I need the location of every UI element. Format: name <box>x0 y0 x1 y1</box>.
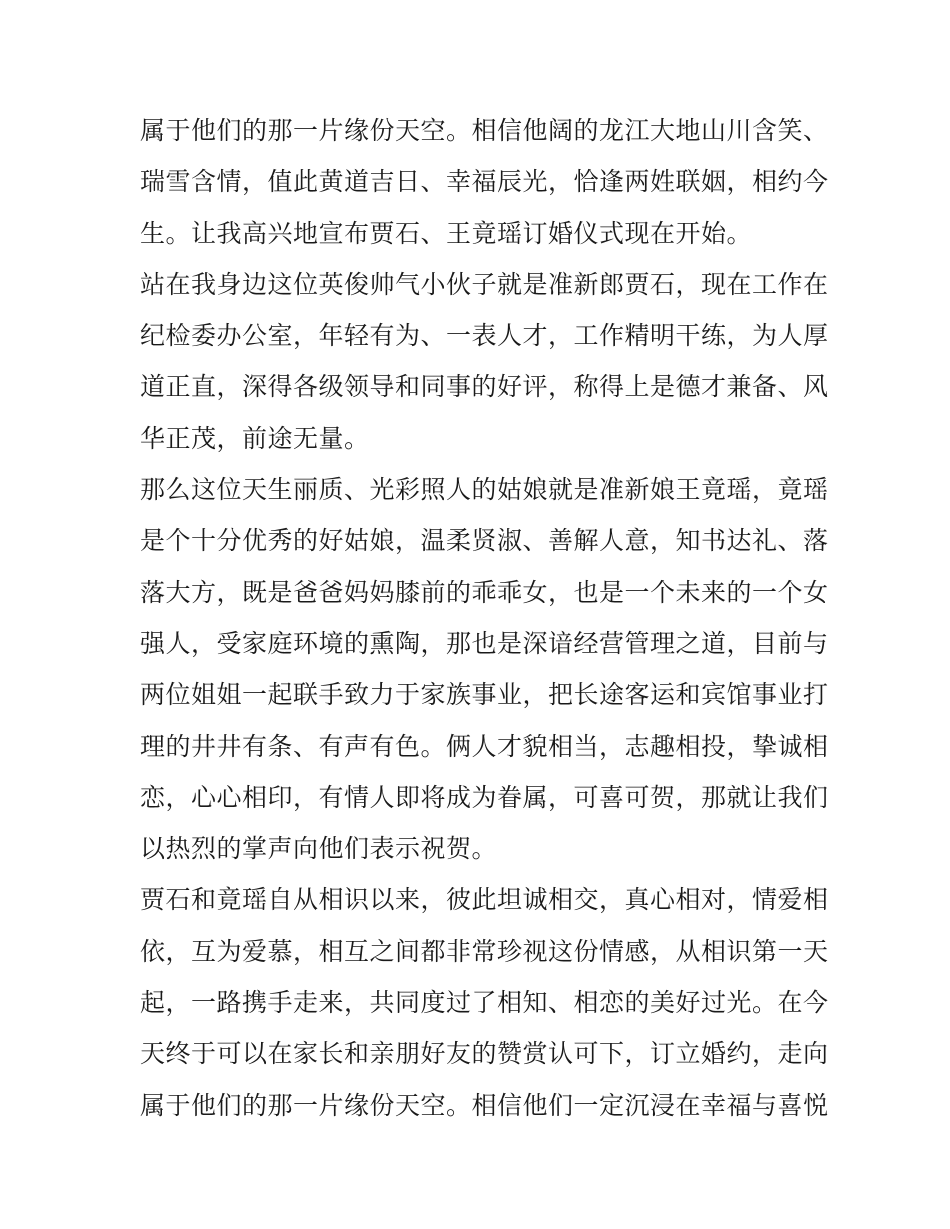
text-line: 华正茂，前途无量。 <box>140 423 370 453</box>
text-line: 落大方，既是爸爸妈妈膝前的乖乖女，也是一个未来的一个女 <box>140 577 829 607</box>
document-body <box>140 105 829 1131</box>
text-line: 理的井井有条、有声有色。俩人才貌相当，志趣相投，挚诚相 <box>140 731 829 761</box>
text-line: 道正直，深得各级领导和同事的好评，称得上是德才兼备、风 <box>140 372 829 402</box>
text-line: 起，一路携手走来，共同度过了相知、相恋的美好过光。在今 <box>140 988 829 1018</box>
paragraph-bride <box>140 464 829 874</box>
text-line: 生。让我高兴地宣布贾石、王竟瑶订婚仪式现在开始。 <box>140 218 753 248</box>
text-line: 以热烈的掌声向他们表示祝贺。 <box>140 834 498 864</box>
text-line: 恋，心心相印，有情人即将成为眷属，可喜可贺，那就让我们 <box>140 782 829 812</box>
paragraph-opening <box>140 105 829 259</box>
text-line: 是个十分优秀的好姑娘，温柔贤淑、善解人意，知书达礼、落 <box>140 526 829 556</box>
paragraph-couple <box>140 874 829 1130</box>
text-line: 贾石和竟瑶自从相识以来，彼此坦诚相交，真心相对，情爱相 <box>140 885 829 915</box>
text-line: 属于他们的那一片缘份天空。相信他阔的龙江大地山川含笑、 <box>140 116 829 145</box>
text-line: 属于他们的那一片缘份天空。相信他们一定沉浸在幸福与喜悦 <box>140 1090 829 1120</box>
text-line: 强人，受家庭环境的熏陶，那也是深谙经营管理之道，目前与 <box>140 628 829 658</box>
text-line: 站在我身边这位英俊帅气小伙子就是准新郎贾石，现在工作在 <box>140 269 829 299</box>
text-line: 瑞雪含情，值此黄道吉日、幸福辰光，恰逢两姓联姻，相约今 <box>140 167 829 197</box>
text-line: 两位姐姐一起联手致力于家族事业，把长途客运和宾馆事业打 <box>140 680 829 710</box>
text-line: 那么这位天生丽质、光彩照人的姑娘就是准新娘王竟瑶，竟瑶 <box>140 475 829 505</box>
paragraph-groom <box>140 259 829 464</box>
text-line: 天终于可以在家长和亲朋好友的赞赏认可下，订立婚约，走向 <box>140 1039 829 1069</box>
text-line: 纪检委办公室，年轻有为、一表人才，工作精明干练，为人厚 <box>140 321 829 351</box>
text-line: 依，互为爱慕，相互之间都非常珍视这份情感，从相识第一天 <box>140 936 829 966</box>
